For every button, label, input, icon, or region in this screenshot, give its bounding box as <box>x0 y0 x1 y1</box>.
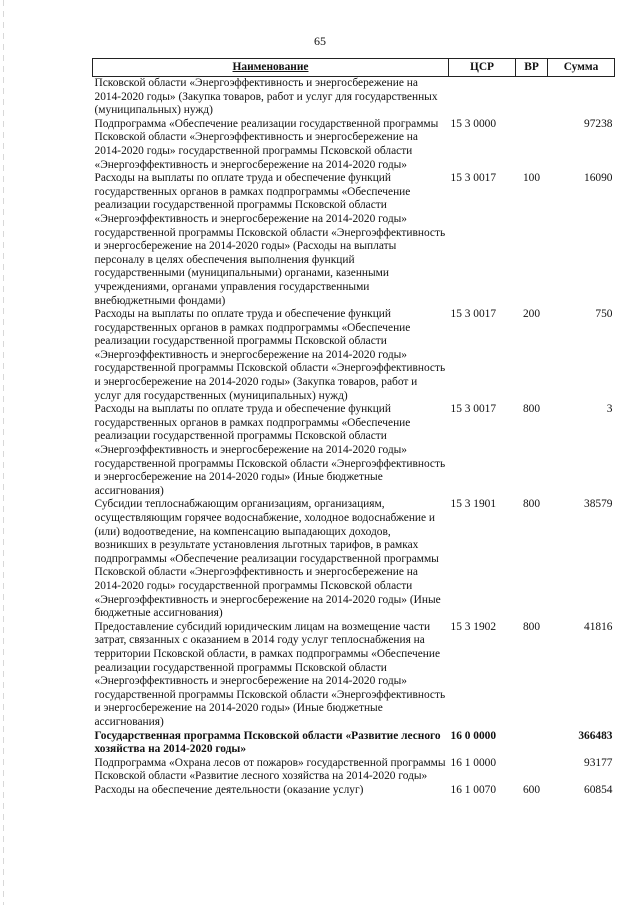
cell-csr: 15 3 0017 <box>450 403 497 416</box>
table-row <box>93 757 615 784</box>
table-row <box>93 77 615 118</box>
table-row <box>93 172 615 308</box>
cell-name: Расходы на выплаты по оплате труда и обеспечение функций государственных органов в рамках подпрограммы «Обеспечение реализации государственной программы Псковской области «Энергоэффективность и энергосбережение на 2014-2020 годы» государственной программы Псковской области «Энергоэффективность и энергосбережение на 2014-2020 годы» (Закупка товаров, работ и услуг для государственных (муниципальных) нужд) <box>94 308 446 402</box>
cell-sum: 38579 <box>584 498 613 511</box>
table-row <box>93 308 615 403</box>
table-row <box>93 118 615 172</box>
header-name: Наименование <box>93 59 449 77</box>
cell-vr: 800 <box>522 620 541 633</box>
cell-vr <box>516 77 548 118</box>
cell-name: Расходы на выплаты по оплате труда и обеспечение функций государственных органов в рамках подпрограммы «Обеспечение реализации государственной программы Псковской области «Энергоэффективность и энергосбережение на 2014-2020 годы» государственной программы Псковской области «Энергоэффективность и энергосбережение на 2014-2020 годы» (Иные бюджетные ассигнования) <box>94 403 446 497</box>
cell-name: Подпрограмма «Охрана лесов от пожаров» государственной программы Псковской области «Развитие лесного хозяйства на 2014-2020 годы» <box>94 756 446 783</box>
cell-vr: 800 <box>522 403 541 416</box>
cell-csr: 15 3 0017 <box>450 308 497 321</box>
cell-sum <box>548 77 615 118</box>
header-vr: ВР <box>516 59 548 77</box>
cell-vr: 100 <box>522 172 541 185</box>
cell-vr: 200 <box>522 308 541 321</box>
scan-edge-artifact <box>3 0 4 905</box>
cell-csr: 15 3 1902 <box>450 620 497 633</box>
table-row <box>93 784 615 798</box>
table-row <box>93 621 615 730</box>
header-csr: ЦСР <box>449 59 516 77</box>
cell-vr: 800 <box>522 498 541 511</box>
header-sum: Сумма <box>548 59 615 77</box>
table-row <box>93 498 615 620</box>
cell-sum: 16090 <box>584 172 613 185</box>
cell-csr: 15 3 0000 <box>450 117 497 130</box>
cell-csr: 16 0 0000 <box>450 729 497 742</box>
cell-sum: 93177 <box>584 756 613 769</box>
cell-sum: 3 <box>606 403 613 416</box>
table-header <box>93 59 615 77</box>
cell-sum: 366483 <box>578 729 613 742</box>
table-row <box>93 403 615 498</box>
cell-vr <box>516 757 548 784</box>
cell-name: Подпрограмма «Обеспечение реализации государственной программы Псковской области «Энергоэффективность и энергосбережение на 2014-2020 годы» государственной программы Псковской области «Энергоэффективность и энергосбережение на 2014-2020 годы» <box>94 117 439 171</box>
cell-name: Расходы на выплаты по оплате труда и обеспечение функций государственных органов в рамках подпрограммы «Обеспечение реализации государственной программы Псковской области «Энергоэффективность и энергосбережение на 2014-2020 годы» государственной программы Псковской области «Энергоэффективность и энергосбережение на 2014-2020 годы» (Расходы на выплаты персоналу в целях обеспечения выполнения функций государственными (муниципальными) органами, казенными учреждениями, органами управления государственными внебюджетными фондами) <box>94 172 446 307</box>
cell-csr: 16 1 0000 <box>450 756 497 769</box>
cell-name: Предоставление субсидий юридическим лицам на возмещение части затрат, связанных с оказанием в 2014 году услуг теплоснабжения на территории Псковской области, в рамках подпрограммы «Обеспечение реализации государственной программы Псковской области «Энергоэффективность и энергосбережение на 2014-2020 годы» государственной программы Псковской области «Энергоэффективность и энергосбережение на 2014-2020 годы» (Иные бюджетные ассигнования) <box>94 620 446 728</box>
cell-vr <box>516 118 548 172</box>
cell-csr: 15 3 1901 <box>450 498 497 511</box>
cell-name: Расходы на обеспечение деятельности (оказание услуг) <box>94 783 364 796</box>
cell-name: Государственная программа Псковской области «Развитие лесного хозяйства на 2014-2020 годы» <box>94 729 441 756</box>
table-row <box>93 730 615 757</box>
page-number: 65 <box>314 34 326 48</box>
cell-sum: 60854 <box>584 783 613 796</box>
cell-csr <box>449 77 516 118</box>
cell-name: Субсидии теплоснабжающим организациям, организациям, осуществляющим горячее водоснабжение, холодное водоснабжение и (или) водоотведение, на компенсацию выпадающих доходов, возникших в результате установления льготных тарифов, в рамках подпрограммы «Обеспечение реализации государственной программы Псковской области «Энергоэффективность и энергосбережение на 2014-2020 годы» государственной программы Псковской области «Энергоэффективность и энергосбережение на 2014-2020 годы» (Иные бюджетные ассигнования) <box>94 498 441 620</box>
cell-vr: 600 <box>522 783 541 796</box>
budget-table <box>92 58 615 797</box>
cell-sum: 97238 <box>584 117 613 130</box>
table-body <box>93 77 615 798</box>
cell-sum: 41816 <box>584 620 613 633</box>
cell-vr <box>516 730 548 757</box>
header-row <box>93 59 615 77</box>
cell-sum: 750 <box>595 308 613 321</box>
cell-csr: 15 3 0017 <box>450 172 497 185</box>
cell-name: Псковской области «Энергоэффективность и энергосбережение на 2014-2020 годы» (Закупка товаров, работ и услуг для государственных (муниципальных) нужд) <box>94 77 438 117</box>
cell-csr: 16 1 0070 <box>450 783 497 796</box>
